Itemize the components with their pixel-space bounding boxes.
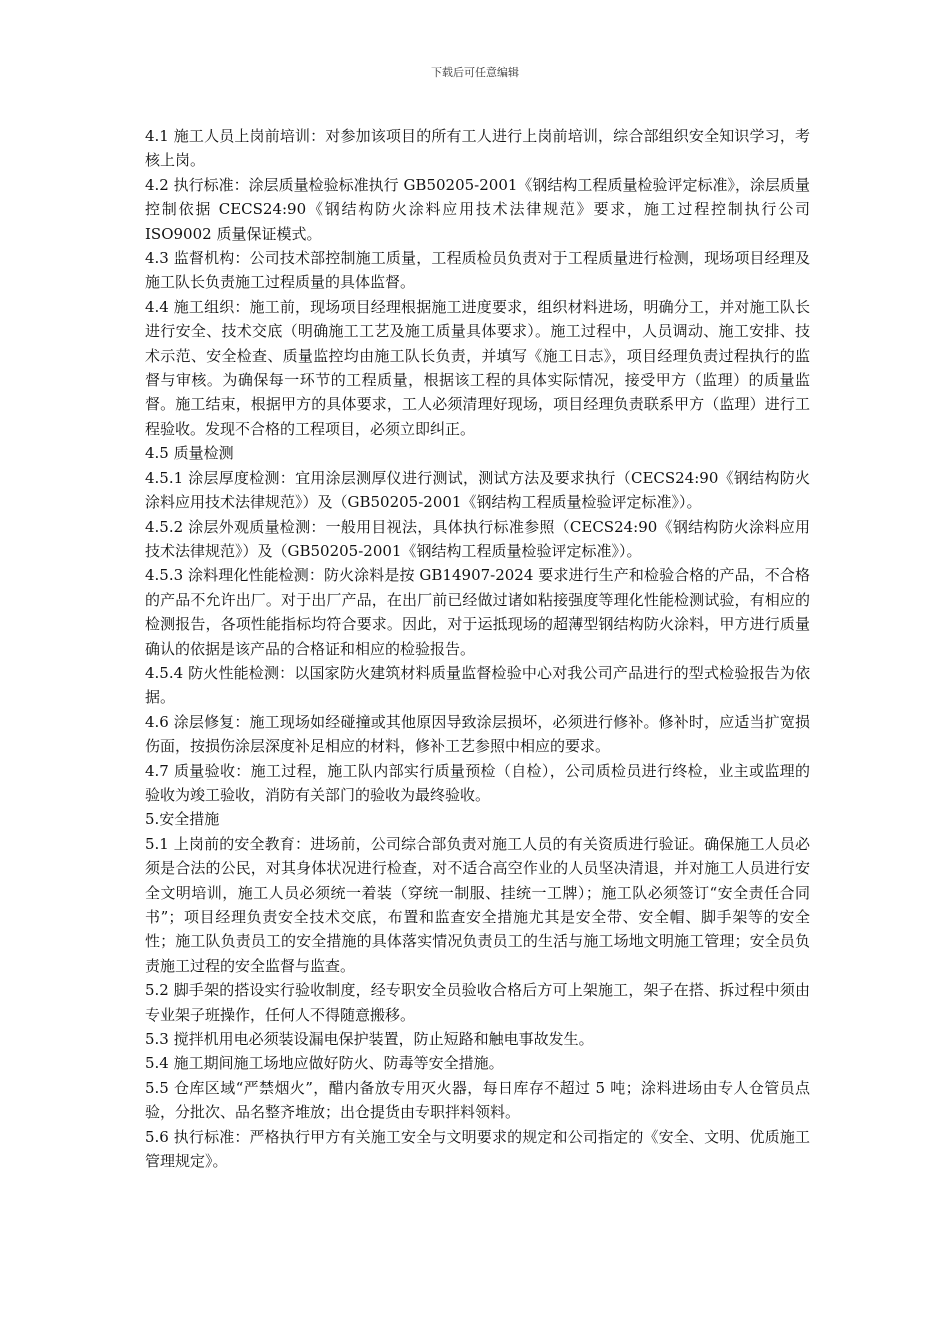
paragraph-4-2: 4.2 执行标准：涂层质量检验标准执行 GB50205-2001《钢结构工程质量检验评定标准》，涂层质量控制依据 CECS24:90《钢结构防火涂料应用技术法律规范》要求，施工过程控制执行公司 ISO9002 质量保证模式。 — [145, 175, 810, 243]
paragraph-4-5-2: 4.5.2 涂层外观质量检测：一般用目视法，具体执行标准参照（CECS24:90《钢结构防火涂料应用技术法律规范》）及（GB50205-2001《钢结构工程质量检验评定标准》）。 — [145, 517, 810, 560]
paragraph-4-3: 4.3 监督机构：公司技术部控制施工质量，工程质检员负责对于工程质量进行检测，现场项目经理及施工队长负责施工过程质量的具体监督。 — [145, 249, 810, 292]
paragraph-5-5: 5.5 仓库区域“严禁烟火”，醋内备放专用灭火器，每日库存不超过 5 吨；涂料进场由专人仓管员点验，分批次、品名整齐堆放；出仓提货由专职拌料领料。 — [145, 1078, 810, 1122]
section-heading-5: 5.安全措施 — [145, 810, 220, 829]
paragraph-4-5-3: 4.5.3 涂料理化性能检测：防火涂料是按 GB14907-2024 要求进行生产和检验合格的产品，不合格的产品不允许出厂。对于出厂产品，在出厂前已经做过诸如粘接强度等理化性能检测试验，有相应的检测报告，各项性能指标均符合要求。因此，对于运抵现场的超薄型钢结构防火涂料，甲方进行质量确认的依据是该产品的合格证和相应的检验报告。 — [145, 566, 810, 658]
paragraph-5-4: 5.4 施工期间施工场地应做好防火、防毒等安全措施。 — [145, 1054, 504, 1073]
paragraph-5-2: 5.2 脚手架的搭设实行验收制度，经专职安全员验收合格后方可上架施工，架子在搭、拆过程中须由专业架子班操作，任何人不得随意搬移。 — [145, 981, 810, 1024]
section-heading-4-5: 4.5 质量检测 — [145, 444, 234, 463]
paragraph-5-6: 5.6 执行标准：严格执行甲方有关施工安全与文明要求的规定和公司指定的《安全、文明、优质施工管理规定》。 — [145, 1127, 810, 1171]
paragraph-5-1: 5.1 上岗前的安全教育：进场前，公司综合部负责对施工人员的有关资质进行验证。确保施工人员必须是合法的公民，对其身体状况进行检查，对不适合高空作业的人员坚决清退，并对施工人员进行安全文明培训，施工人员必须统一着装（穿统一制服、挂统一工牌）；施工队必须签订“安全责任合同书”；项目经理负责安全技术交底，布置和监查安全措施尤其是安全带、安全帽、脚手架等的安全性；施工队负责员工的安全措施的具体落实情况负责员工的生活与施工场地文明施工管理；安全员负责施工过程的安全监督与监查。 — [145, 834, 810, 975]
paragraph-5-3: 5.3 搅拌机用电必须装设漏电保护装置，防止短路和触电事故发生。 — [145, 1030, 594, 1049]
paragraph-4-7: 4.7 质量验收：施工过程，施工队内部实行质量预检（自检），公司质检员进行终检，业主或监理的验收为竣工验收，消防有关部门的验收为最终验收。 — [145, 761, 810, 804]
document-body — [145, 124, 810, 1173]
paragraph-4-1: 4.1 施工人员上岗前培训：对参加该项目的所有工人进行上岗前培训，综合部组织安全知识学习，考核上岗。 — [145, 127, 810, 170]
paragraph-4-6: 4.6 涂层修复：施工现场如经碰撞或其他原因导致涂层损坏，必须进行修补。修补时，应适当扩宽损伤面，按损伤涂层深度补足相应的材料，修补工艺参照中相应的要求。 — [145, 712, 810, 756]
page-header: 下载后可任意编辑 — [431, 66, 519, 79]
paragraph-4-4: 4.4 施工组织：施工前，现场项目经理根据施工进度要求，组织材料进场，明确分工，并对施工队长进行安全、技术交底（明确施工工艺及施工质量具体要求）。施工过程中，人员调动、施工安排、技术示范、安全检查、质量监控均由施工队长负责，并填写《施工日志》，项目经理负责过程执行的监督与审核。为确保每一环节的工程质量，根据该工程的具体实际情况，接受甲方（监理）的质量监督。施工结束，根据甲方的具体要求，工人必须清理好现场，项目经理负责联系甲方（监理）进行工程验收。发现不合格的工程项目，必须立即纠正。 — [145, 297, 810, 438]
paragraph-4-5-1: 4.5.1 涂层厚度检测：宜用涂层测厚仪进行测试，测试方法及要求执行（CECS24:90《钢结构防火涂料应用技术法律规范》）及（GB50205-2001《钢结构工程质量检验评定标准》）。 — [145, 468, 810, 512]
paragraph-4-5-4: 4.5.4 防火性能检测：以国家防火建筑材料质量监督检验中心对我公司产品进行的型式检验报告为依据。 — [145, 663, 810, 707]
